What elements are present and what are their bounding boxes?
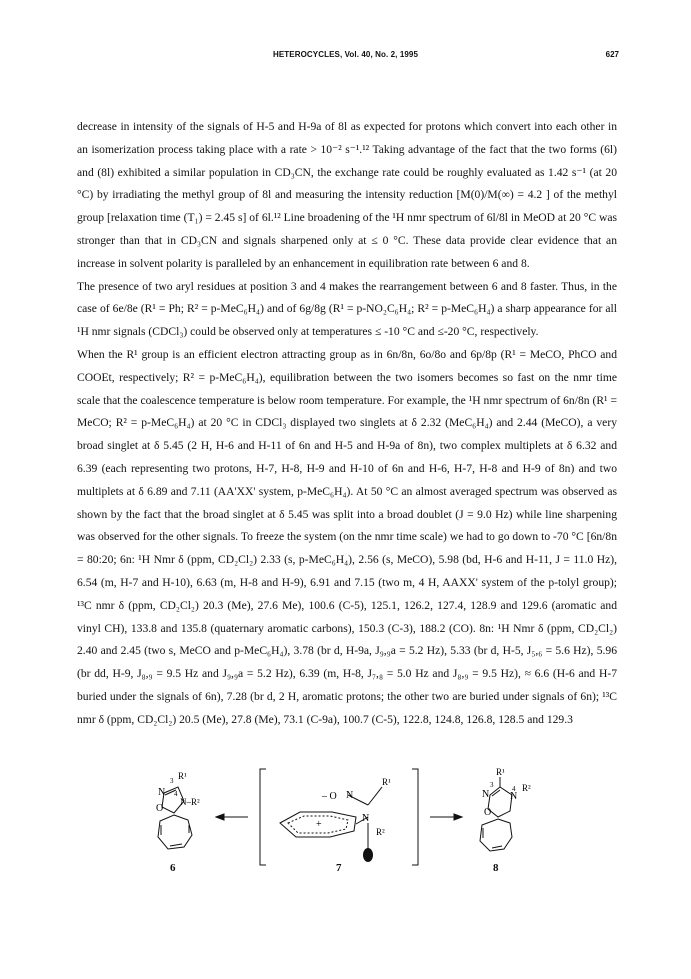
paragraph-electron-attracting: When the R¹ group is an efficient electron attracting group as in 6n/8n, 6o/8o and 6p/8p (R¹ = MeCO, PhCO and COOEt, respectively; R² = p-MeC₆H₄), equilibration between the two isomers becomes so fast on the nmr time scale that the coalescence temperature is below room temperature. For example, the ¹H nmr spectrum of 6n/8n (R¹ = MeCO; R² = p-MeC₆H₄) at 20 °C in CDCl₃ displayed two singlets at δ 2.32 (MeC₆H₄) and 2.44 (MeCO), a very broad singlet at δ 5.45 (2 H, H-6 and H-11 of 6n and H-5 and H-9a of 8n), two complex multiplets at δ 6.32 and 6.39 (each representing two protons, H-7, H-8, H-9 and H-10 of 6n and H-6, H-7, H-8 and H-9 of 8n) and two multiplets at δ 6.89 and 7.11 (AA'XX' system, p-MeC₆H₄). At 50 °C an almost averaged spectrum was observed as shown by the fact that the broad singlet at δ 5.45 was split into a broad doublet (J = 9.0 Hz) while line sharpening was observed for the other signals. To freeze the system (on the nmr time scale) we had to go down to -70 °C [6n/8n = 80:20; 6n: ¹H Nmr δ (ppm, CD₂Cl₂) 2.33 (s, p-MeC₆H₄), 2.56 (s, MeCO), 5.98 (bd, H-6 and H-11, J = 11.0 Hz), 6.54 (m, H-7 and H-10), 6.63 (m, H-8 and H-9), 6.91 and 7.15 (two m, 4 H, AAXX' system of the p-tolyl group); ¹³C nmr δ (ppm, CD₂Cl₂) 20.3 (Me), 27.6 Me), 100.6 (C-5), 125.1, 126.2, 127.4, 128.9 and 129.6 (aromatic and vinyl CH), 133.8 and 135.8 (quaternary aromatic carbons), 150.3 (C-3), 188.2 (CO). 8n: ¹H Nmr δ (ppm, CD₂Cl₂) 2.40 and 2.45 (two s, MeCO and p-MeC₆H₄), 3.78 (br d, H-9a, J₉,₉a = 5.2 Hz), 5.33 (br d, H-5, J₅,₆ = 5.6 Hz), 5.96 (br dd, H-9, J₈,₉ = 9.5 Hz and J₉,₉a = 5.2 Hz), 6.39 (m, H-8, J₇,₈ = 5.0 Hz and J₈,₉ = 9.5 Hz), ≈ 6.6 (H-6 and H-7 buried under the signals of 6n), 7.28 (br d, 2 H, aromatic protons; the other two are buried under signals of 6n); ¹³C nmr δ (ppm, CD₂Cl₂) 20.5 (Me), 27.8 (Me), 73.1 (C-9a), 100.7 (C-5), 122.8, 124.8, 126.8, 128.5 and 129.3 xyxy=(77,347,617,726)
cycloheptatriene-ring-6 xyxy=(158,815,192,849)
label-R1-8: R¹ xyxy=(496,767,505,777)
atom-N-7-upper: N xyxy=(346,790,354,801)
paragraph-isomerization: decrease in intensity of the signals of H-5 and H-9a of 8l as expected for protons which convert into each other in an isomerization process taking place with a rate > 10⁻² s⁻¹.¹² Taking advantage of the fact that the two forms (6l) and (8l) exhibited a similar population in CD₃CN, the exchange rate could be roughly evaluated as 1.42 s⁻¹ (at 20 °C) by irradiating the methyl group of 8l and measuring the intensity reduction [M(0)/M(∞) = 4.2 ] of the methyl group [relaxation time (T₁) = 2.45 s] of 6l.¹² Line broadening of the ¹H nmr spectrum of 6l/8l in MeOD at 20 °C was stronger than that in CD₃CN and signals sharpened only at ≤ 0 °C. These data provide clear evidence that an increase in solvent polarity is paralleled by an enhancement in equilibration rate between 6 and 8. xyxy=(77,120,617,270)
orbital-lobe xyxy=(363,848,373,862)
anion-O-7: – O xyxy=(322,791,337,802)
atom-O-6: O xyxy=(156,803,164,814)
running-header xyxy=(0,50,691,64)
scheme-drawing xyxy=(150,765,570,875)
rearrangement-scheme xyxy=(150,765,570,875)
triazine-ring-8 xyxy=(488,787,512,817)
right-bracket xyxy=(412,769,418,865)
label-NR2-6: N–R² xyxy=(180,797,200,807)
cycloheptatriene-ring-8 xyxy=(480,819,512,851)
label-R2-7: R² xyxy=(376,827,385,837)
atom-N-7-lower: N xyxy=(362,813,370,824)
article-body xyxy=(77,116,617,732)
label-R2-8: R² xyxy=(522,783,531,793)
atom-O-8: O xyxy=(484,807,492,818)
position-3-8: 3 xyxy=(490,781,494,789)
position-4-6: 4 xyxy=(174,790,178,798)
atom-N-8-right: N xyxy=(510,791,518,802)
paragraph-aryl-residues: The presence of two aryl residues at position 3 and 4 makes the rearrangement between 6 and 8 faster. Thus, in the case of 6e/8e (R¹ = Ph; R² = p-MeC₆H₄) and of 6g/8g (R¹ = p-NO₂C₆H₄; R² = p-MeC₆H₄) a sharp appearance for all ¹H nmr signals (CDCl₃) could be observed only at temperatures ≤ -10 °C and ≤-20 °C, respectively. xyxy=(77,279,617,339)
atom-N-8-left: N xyxy=(482,789,490,800)
position-3-6: 3 xyxy=(170,777,174,785)
atom-N-6: N xyxy=(158,787,166,798)
journal-citation: HETEROCYCLES, Vol. 40, No. 2, 1995 xyxy=(272,50,419,59)
compound-label-8: 8 xyxy=(493,862,499,874)
page-number: 627 xyxy=(605,50,619,59)
compound-label-6: 6 xyxy=(170,862,176,874)
label-R1-7: R¹ xyxy=(382,777,391,787)
cation-charge: + xyxy=(316,819,322,830)
label-R1-6: R¹ xyxy=(178,771,187,781)
left-bracket xyxy=(260,769,266,865)
position-4-8: 4 xyxy=(512,785,516,793)
compound-label-7: 7 xyxy=(336,862,342,874)
